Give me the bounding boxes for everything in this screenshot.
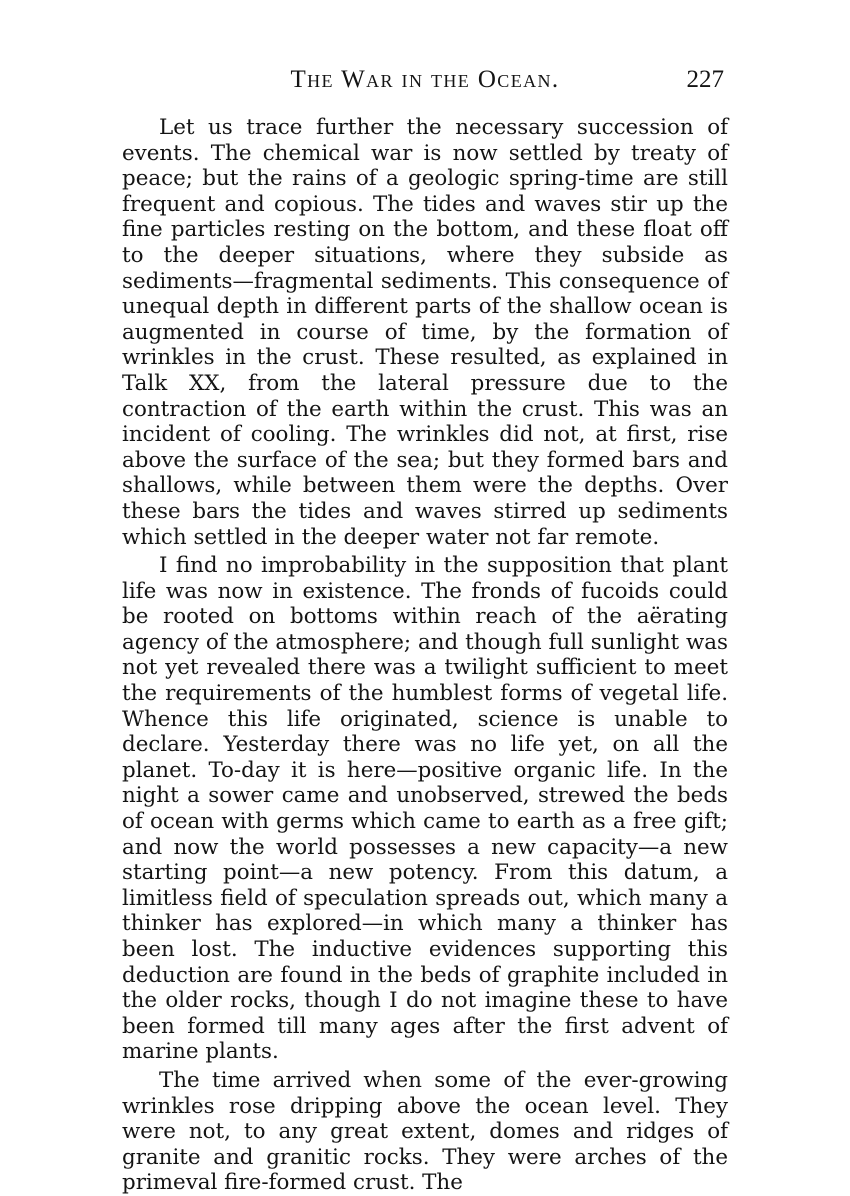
body-text <box>122 115 728 1196</box>
paragraph-3: The time arrived when some of the ever-growing wrinkles rose dripping above the ocean level. They were not, to any great extent, domes and ridges of granite and granitic rocks. They were arches of the primeval fire-formed crust. The <box>122 1067 728 1196</box>
running-head <box>122 66 728 96</box>
chapter-title: The War in the Ocean. <box>290 66 560 93</box>
page-number: 227 <box>686 66 724 93</box>
paragraph-2: I find no improbability in the supposition that plant life was now in existence. The fronds of fucoids could be rooted on bottoms within reach of the aërating agency of the atmosphere; and though full sunlight was not yet revealed there was a twilight sufficient to meet the requirements of the humblest forms of vegetal life. Whence this life originated, science is unable to declare. Yesterday there was no life yet, on all the planet. To-day it is here—positive organic life. In the night a sower came and unobserved, strewed the beds of ocean with germs which came to earth as a free gift; and now the world possesses a new capacity—a new starting point—a new potency. From this datum, a limitless field of speculation spreads out, which many a thinker has explored—in which many a thinker has been lost. The inductive evidences supporting this deduction are found in the beds of graphite included in the older rocks, though I do not imagine these to have been formed till many ages after the first advent of marine plants. <box>122 553 728 1065</box>
paragraph-1: Let us trace further the necessary succession of events. The chemical war is now settled by treaty of peace; but the rains of a geologic spring-time are still frequent and copious. The tides and waves stir up the fine particles resting on the bottom, and these float off to the deeper situations, where they subside as sediments—fragmental sediments. This consequence of unequal depth in different parts of the shallow ocean is augmented in course of time, by the formation of wrinkles in the crust. These resulted, as explained in Talk XX, from the lateral pressure due to the contraction of the earth within the crust. This was an incident of cooling. The wrinkles did not, at first, rise above the surface of the sea; but they formed bars and shallows, while between them were the depths. Over these bars the tides and waves stirred up sediments which settled in the deeper water not far remote. <box>122 115 728 550</box>
